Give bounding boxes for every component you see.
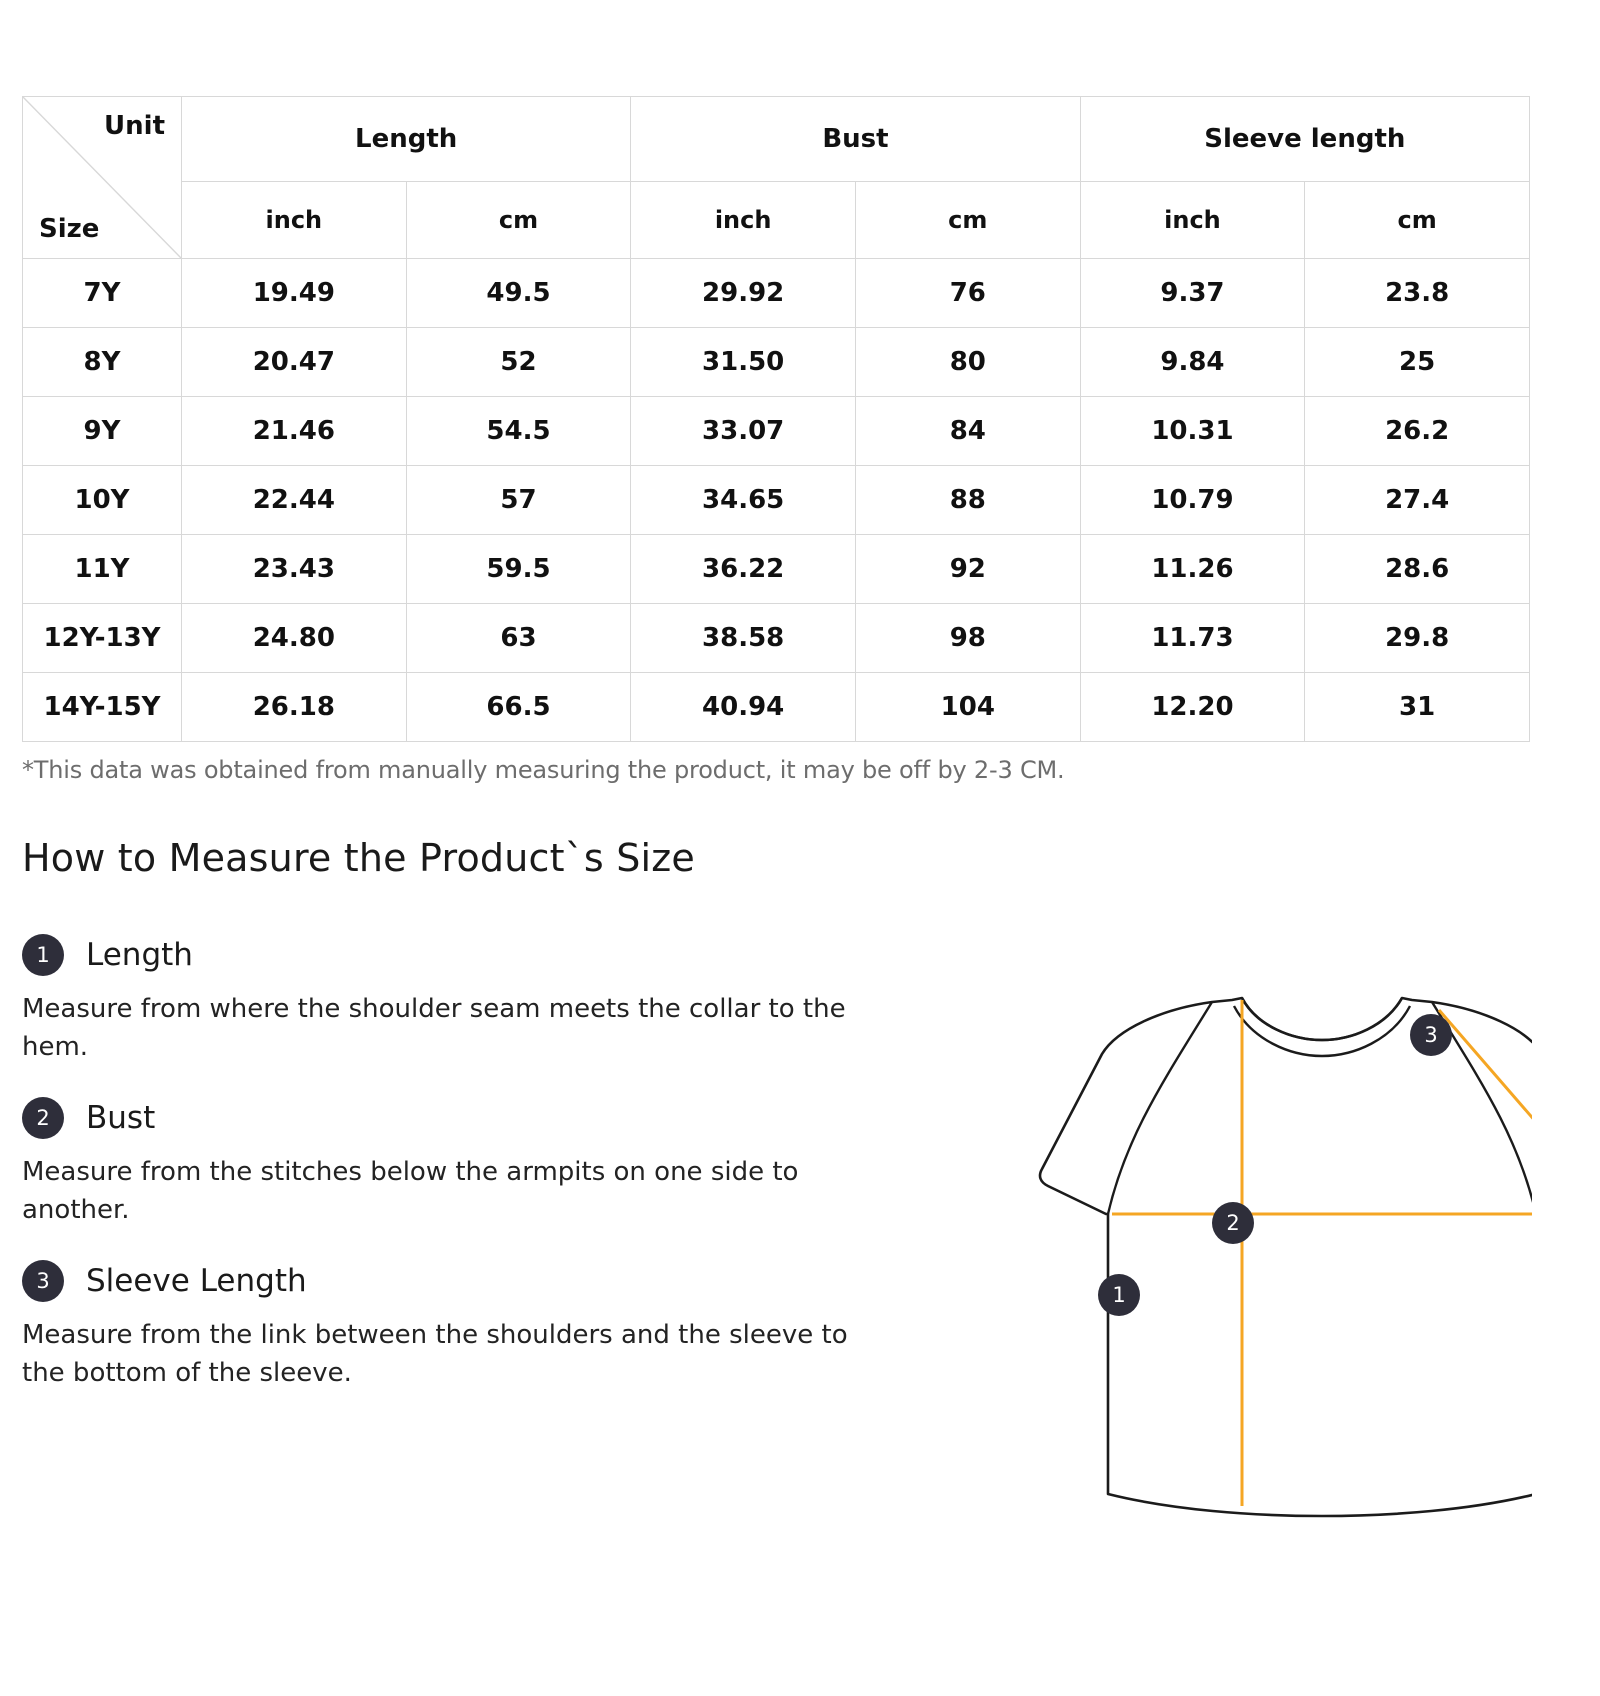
cell-sleeve-inch: 9.37 — [1080, 259, 1305, 328]
table-row — [23, 397, 1530, 466]
size-chart-page — [0, 96, 1600, 1696]
diagram-marker-1: 1 — [1098, 1274, 1140, 1316]
cell-bust-cm: 84 — [855, 397, 1080, 466]
cell-bust-cm: 92 — [855, 535, 1080, 604]
cell-bust-cm: 98 — [855, 604, 1080, 673]
cell-length-cm: 57 — [406, 466, 631, 535]
cell-bust-inch: 34.65 — [631, 466, 856, 535]
step-number-badge: 3 — [22, 1260, 64, 1302]
cell-length-inch: 20.47 — [182, 328, 407, 397]
group-header-sleeve: Sleeve length — [1080, 97, 1529, 182]
group-header-length: Length — [182, 97, 631, 182]
table-row — [23, 466, 1530, 535]
cell-sleeve-inch: 10.79 — [1080, 466, 1305, 535]
steps-column — [22, 904, 902, 1399]
cell-length-cm: 52 — [406, 328, 631, 397]
cell-sleeve-cm: 27.4 — [1305, 466, 1530, 535]
step-description: Measure from where the shoulder seam meets the collar to the hem. — [22, 994, 846, 1063]
step-number-badge: 2 — [22, 1097, 64, 1139]
step-sleeve-length — [22, 1260, 902, 1393]
step-title: Bust — [86, 1099, 156, 1136]
step-length — [22, 934, 902, 1067]
subheader-bust-cm: cm — [855, 182, 1080, 259]
row-size-label: 14Y-15Y — [23, 673, 182, 742]
step-description: Measure from the link between the shoulders and the sleeve to the bottom of the sleeve. — [22, 1319, 848, 1389]
cell-bust-inch: 40.94 — [631, 673, 856, 742]
cell-bust-inch: 33.07 — [631, 397, 856, 466]
step-bust — [22, 1097, 902, 1230]
cell-sleeve-cm: 28.6 — [1305, 535, 1530, 604]
cell-length-cm: 63 — [406, 604, 631, 673]
measurement-disclaimer: *This data was obtained from manually measuring the product, it may be off by 2-3 CM. — [22, 756, 1065, 784]
unit-header-label: Unit — [104, 111, 165, 141]
table-row — [23, 535, 1530, 604]
row-size-label: 8Y — [23, 328, 182, 397]
cell-sleeve-cm: 26.2 — [1305, 397, 1530, 466]
size-table — [22, 96, 1530, 742]
cell-length-inch: 19.49 — [182, 259, 407, 328]
table-header-top — [23, 97, 1530, 182]
step-title: Length — [86, 937, 193, 973]
cell-bust-inch: 36.22 — [631, 535, 856, 604]
cell-sleeve-cm: 29.8 — [1305, 604, 1530, 673]
table-header-sub — [23, 182, 1530, 259]
cell-sleeve-inch: 10.31 — [1080, 397, 1305, 466]
cell-length-cm: 49.5 — [406, 259, 631, 328]
subheader-sleeve-cm: cm — [1305, 182, 1530, 259]
cell-bust-inch: 38.58 — [631, 604, 856, 673]
diagram-marker-3: 3 — [1410, 1014, 1452, 1056]
subheader-sleeve-inch: inch — [1080, 182, 1305, 259]
cell-sleeve-inch: 11.26 — [1080, 535, 1305, 604]
cell-length-cm: 54.5 — [406, 397, 631, 466]
step-description: Measure from the stitches below the armpits on one side to another. — [22, 1156, 799, 1226]
cell-bust-inch: 31.50 — [631, 328, 856, 397]
cell-sleeve-cm: 31 — [1305, 673, 1530, 742]
cell-length-inch: 24.80 — [182, 604, 407, 673]
row-size-label: 10Y — [23, 466, 182, 535]
cell-sleeve-inch: 9.84 — [1080, 328, 1305, 397]
subheader-bust-inch: inch — [631, 182, 856, 259]
cell-length-inch: 22.44 — [182, 466, 407, 535]
group-header-bust: Bust — [631, 97, 1080, 182]
table-row — [23, 604, 1530, 673]
diagram-column — [902, 904, 1578, 1399]
table-row — [23, 673, 1530, 742]
size-header-label: Size — [39, 214, 100, 244]
row-size-label: 9Y — [23, 397, 182, 466]
subheader-length-cm: cm — [406, 182, 631, 259]
cell-bust-cm: 76 — [855, 259, 1080, 328]
row-size-label: 11Y — [23, 535, 182, 604]
subheader-length-inch: inch — [182, 182, 407, 259]
cell-sleeve-inch: 12.20 — [1080, 673, 1305, 742]
cell-sleeve-inch: 11.73 — [1080, 604, 1305, 673]
table-row — [23, 259, 1530, 328]
tshirt-diagram — [912, 914, 1532, 1554]
diagram-marker-2: 2 — [1212, 1202, 1254, 1244]
cell-length-inch: 23.43 — [182, 535, 407, 604]
cell-bust-cm: 80 — [855, 328, 1080, 397]
corner-header-cell — [23, 97, 182, 259]
cell-sleeve-cm: 25 — [1305, 328, 1530, 397]
step-number-badge: 1 — [22, 934, 64, 976]
cell-bust-cm: 104 — [855, 673, 1080, 742]
how-to-measure-title: How to Measure the Product`s Size — [22, 836, 695, 880]
table-row — [23, 328, 1530, 397]
how-to-measure-section — [22, 904, 1578, 1399]
cell-bust-inch: 29.92 — [631, 259, 856, 328]
cell-bust-cm: 88 — [855, 466, 1080, 535]
cell-length-cm: 66.5 — [406, 673, 631, 742]
step-title: Sleeve Length — [86, 1262, 307, 1299]
cell-length-inch: 21.46 — [182, 397, 407, 466]
cell-sleeve-cm: 23.8 — [1305, 259, 1530, 328]
row-size-label: 12Y-13Y — [23, 604, 182, 673]
cell-length-cm: 59.5 — [406, 535, 631, 604]
row-size-label: 7Y — [23, 259, 182, 328]
cell-length-inch: 26.18 — [182, 673, 407, 742]
